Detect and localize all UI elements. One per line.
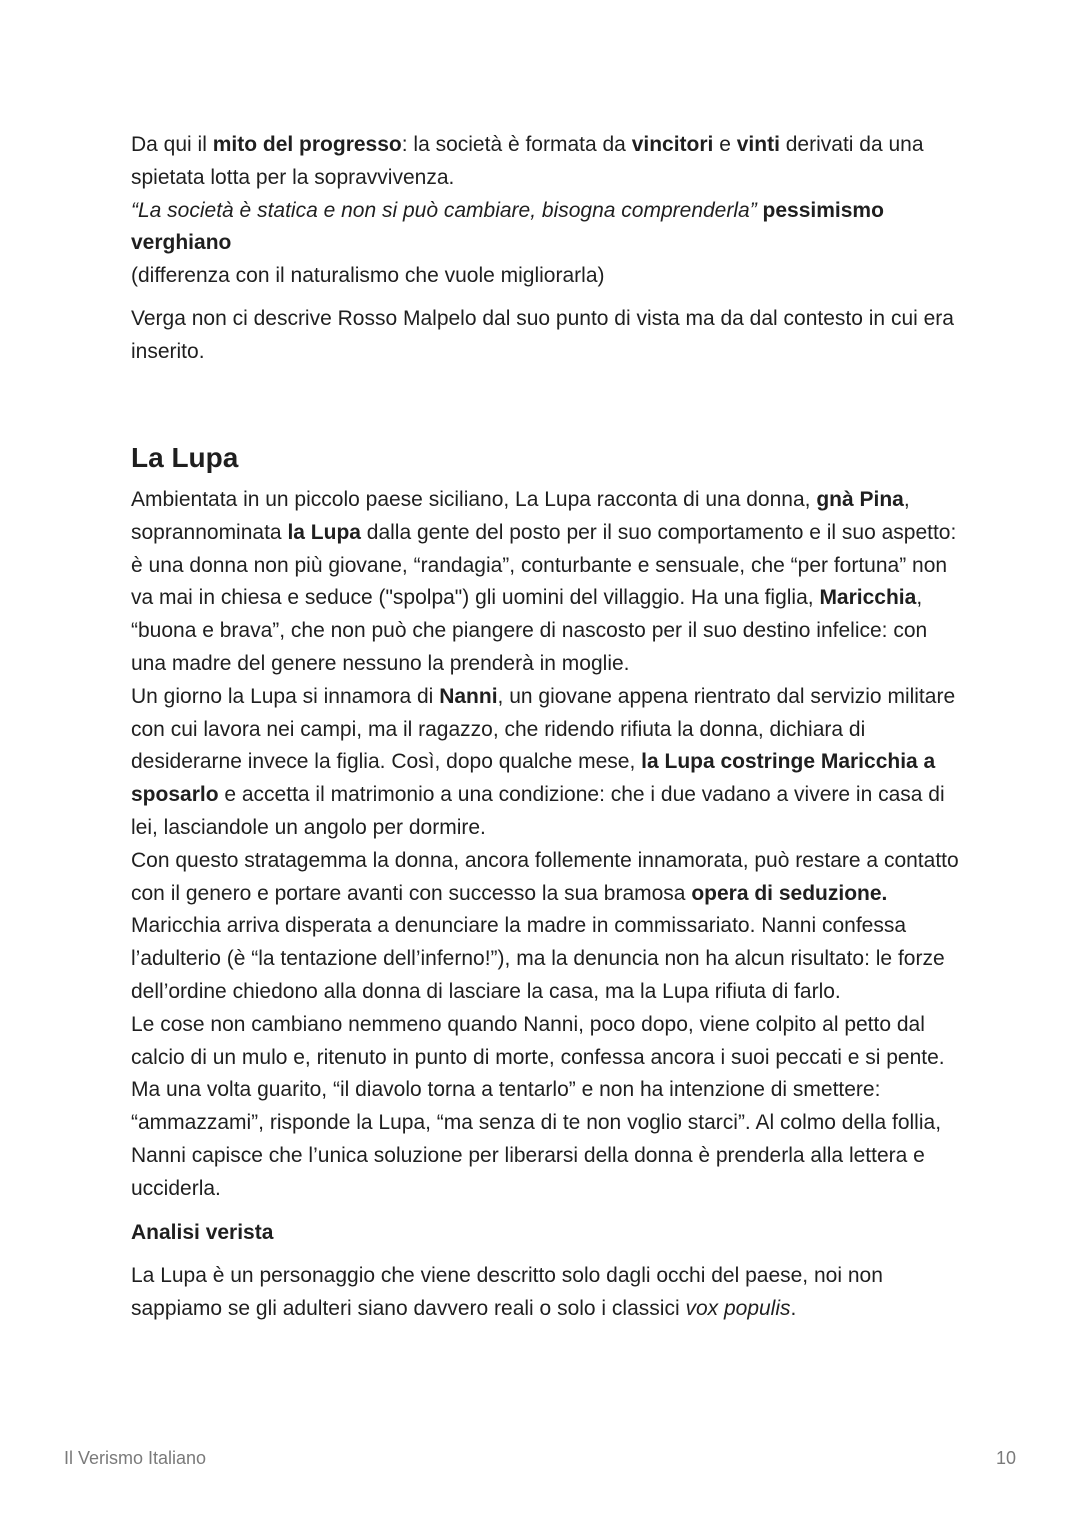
bold-term: vinti	[736, 133, 780, 156]
bold-term: Nanni	[439, 684, 498, 708]
intro-paragraph-progress	[131, 129, 961, 195]
paragraph-stratagem	[131, 845, 961, 911]
paragraph-setting	[131, 484, 961, 681]
text-span: , un giovane appena rientrato dal servizio militare con cui lavora nei campi, ma il ragazzo, che ridendo rifiuta la donna, dichiara di desiderarne invece la figlia. Così, dopo qualche mese,	[131, 684, 956, 774]
paragraph-ending: Le cose non cambiano nemmeno quando Nanni, poco dopo, viene colpito al petto dal calcio di un mulo e, ritenuto in punto di morte, confessa ancora i suoi peccati e si pente. Ma una volta guarito, “il diavolo torna a tentarlo” e non ha intenzione di smettere: “ammazzami”, risponde la Lupa, “ma senza di te non voglio starci”. Al colmo della follia, Nanni capisce che l’unica soluzione per liberarsi della donna è prenderla alla lettera e ucciderla.	[131, 1012, 945, 1200]
bold-term: la Lupa	[287, 520, 361, 544]
italic-term: vox populis	[685, 1297, 791, 1321]
footer-title: Il Verismo Italiano	[64, 1448, 207, 1468]
text-span: : la società è formata da	[401, 133, 632, 156]
text-span: Un giorno la Lupa si innamora di	[131, 684, 440, 708]
bold-term: Maricchia	[819, 586, 917, 610]
intro-paragraph-verga: Verga non ci descrive Rosso Malpelo dal suo punto di vista ma da dal contesto in cui era inserito.	[131, 306, 954, 363]
text-span: e accetta il matrimonio a una condizione: che i due vadano a vivere in casa di lei, lasciandole un angolo per dormire.	[131, 783, 945, 839]
text-span: Con questo stratagemma la donna, ancora follemente innamorata, può restare a contatto con il genero e portare avanti con successo la sua bramosa	[131, 848, 959, 905]
section-body	[131, 484, 961, 1326]
bold-term: la Lupa costringe Maricchia a sposarlo	[131, 750, 936, 807]
text-span: , soprannominata	[131, 488, 910, 544]
text-span: Da qui il	[131, 133, 213, 156]
text-span: Ambientata in un piccolo paese siciliano, La Lupa racconta di una donna,	[131, 488, 817, 511]
page-number: 10	[995, 1448, 1016, 1468]
paragraph-nanni	[131, 681, 961, 845]
bold-term: vincitori	[631, 133, 714, 156]
intro-paragraph-quote	[131, 195, 961, 261]
quote-text: “La società è statica e non si può cambiare, bisogna comprenderla”	[131, 198, 757, 222]
bold-term: pessimismo verghiano	[131, 198, 884, 255]
intro-paragraph-difference: (differenza con il naturalismo che vuole migliorarla)	[131, 264, 605, 288]
text-span: .	[790, 1297, 797, 1321]
bold-term: opera di seduzione.	[691, 881, 888, 905]
paragraph-denuncia: Maricchia arriva disperata a denunciare la madre in commissariato. Nanni confessa l’adulterio (è “la tentazione dell’inferno!”), ma la denuncia non ha alcun risultato: le forze dell’ordine chiedono alla donna di lasciare la casa, ma la Lupa rifiuta di farlo.	[131, 914, 945, 1003]
text-span: , “buona e brava”, che non può che piangere di nascosto per il suo destino infelice: con una madre del genere nessuno la prenderà in moglie.	[131, 586, 928, 675]
bold-term: mito del progresso	[212, 133, 402, 156]
text-span: dalla gente del posto per il suo comportamento e il suo aspetto: è una donna non più giovane, “randagia”, conturbante e sensuale, che “per fortuna” non va mai in chiesa e seduce ("spolpa") gli uomini del villaggio. Ha una figlia,	[131, 520, 957, 610]
section-title: La Lupa	[131, 442, 239, 473]
text-span: derivati da una spietata lotta per la sopravvivenza.	[131, 133, 924, 189]
bold-term: gnà Pina	[816, 488, 904, 511]
intro-text	[131, 129, 961, 369]
text-span: e	[713, 133, 737, 156]
subheading-analisi: Analisi verista	[131, 1220, 274, 1244]
paragraph-analisi	[131, 1260, 961, 1326]
text-span: La Lupa è un personaggio che viene descritto solo dagli occhi del paese, noi non sappiamo se gli adulteri siano davvero reali o solo i classici	[131, 1264, 883, 1321]
